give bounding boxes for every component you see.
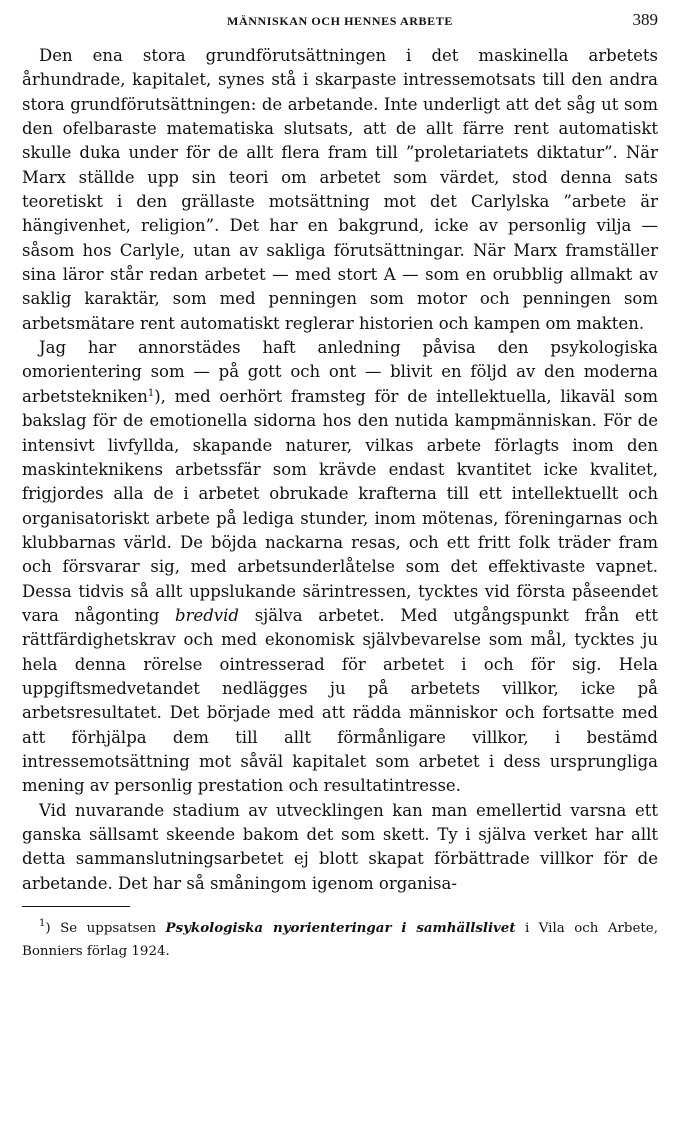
paragraph bbox=[22, 336, 658, 799]
paragraph bbox=[22, 799, 658, 896]
footnote bbox=[22, 917, 658, 963]
text-run: Vid nuvarande stadium av utvecklingen kan man emellertid varsna ett ganska sällsamt skeende bakom det som skett. Ty i själva verket har allt detta sammanslutningsarbetet ej blott skapat förbättrade villkor för de arbetande. Det har så småningom igenom organisa- bbox=[22, 800, 658, 893]
book-page bbox=[22, 0, 658, 1140]
text-run: själva arbetet. Med utgångspunkt från ett rättfärdighetskrav och med ekonomisk självbevarelse som mål, tycktes ju hela denna rörelse ointresserad för arbetet i och för sig. Hela uppgiftsmedvetandet nedlägges ju på arbetets villkor, icke på arbetsresultatet. Det började med att rädda människor och fortsatte med att förhjälpa dem till allt förmånligare villkor, i bestämd intressemotsättning mot såväl kapitalet som arbetet i dess ursprungliga mening av personlig prestation och resultatintresse. bbox=[22, 605, 658, 796]
text-run: Den ena stora grundförutsättningen i det maskinella arbetets århundrade, kapitalet, synes stå i skarpaste intressemotsats till den andra stora grundförutsättningen: de arbetande. Inte underligt att det såg ut som den ofelbaraste matematiska slutsats, att de allt färre rent automatiskt skulle duka under för de allt flera fram till ”proletariatets diktatur”. När Marx ställde upp sin teori om arbetet som värdet, stod denna sats teoretiskt i den grällaste motsättning mot det Carlylska ”arbete är hängivenhet, religion”. Det har en bakgrund, icke av personlig vilja — såsom hos Carlyle, utan av sakliga förutsättningar. När Marx framställer sina läror står redan arbetet — med stort A — som en orubblig allmakt av saklig karaktär, som med penningen som motor och penningen som arbetsmätare rent automatiskt reglerar historien och kampen om makten. bbox=[22, 46, 658, 333]
emphasis-text: bredvid bbox=[175, 605, 239, 625]
running-head bbox=[22, 0, 658, 44]
text-run: ) Se uppsatsen bbox=[45, 921, 166, 937]
text-run: i Vila och Arbete, Bonniers förlag 1924. bbox=[22, 921, 658, 959]
running-title: MÄNNISKAN OCH HENNES ARBETE bbox=[227, 14, 453, 28]
footnote-rule bbox=[22, 906, 130, 907]
page-number: 389 bbox=[632, 10, 658, 29]
footnote-marker: 1 bbox=[39, 918, 46, 930]
footnote-marker: 1 bbox=[147, 387, 155, 399]
cited-title: Psykologiska nyorienteringar i samhällslivet bbox=[165, 920, 516, 937]
text-run: Jag har annorstädes haft anledning påvisa den psykologiska omorientering som — på gott och ont — blivit en följd av den moderna arbetstekniken bbox=[22, 338, 658, 406]
text-run: ), med oerhört framsteg för de intellektuella, likaväl som bakslag för de emotionella sidorna hos den nutida kampmänniskan. För de intensivt livfyllda, skapande naturer, vilkas arbete förlagts inom den maskinteknikens arbetssfär som krävde endast kvantitet icke kvalitet, frigjordes alla de i arbetet obrukade krafterna till ett intellektuellt och organisatoriskt arbete på lediga stunder, inom mötenas, föreningarnas och klubbarnas värld. De böjda nackarna resas, och ett fritt folk träder fram och försvarar sig, med arbetsunderlåtelse som det effektivaste vapnet. Dessa tidvis så allt uppslukande särintressen, tycktes vid första påseendet vara någonting bbox=[22, 386, 658, 625]
paragraph bbox=[22, 44, 658, 336]
body-text bbox=[22, 44, 658, 896]
